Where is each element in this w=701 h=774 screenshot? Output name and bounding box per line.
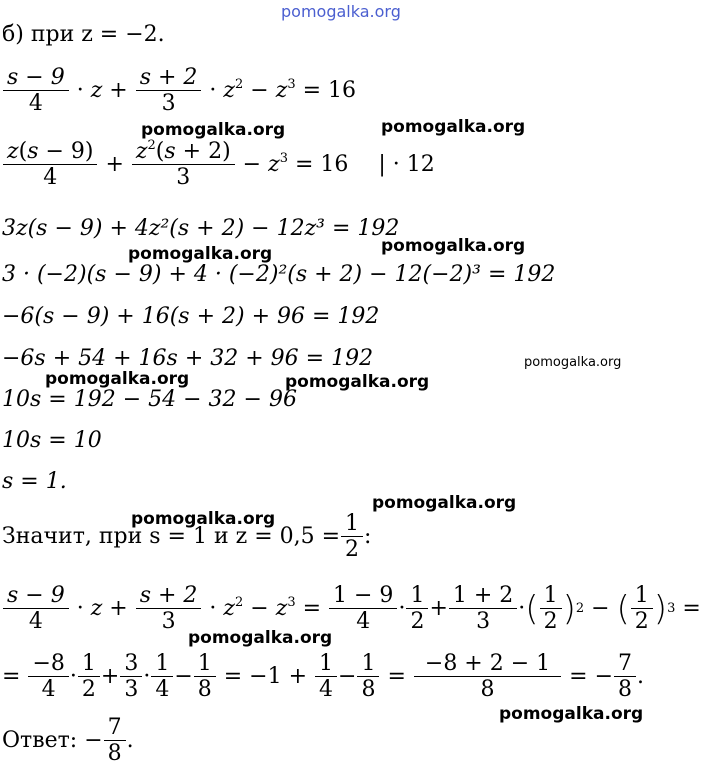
equals-16: = 16 xyxy=(302,78,357,104)
watermark: pomogalka.org xyxy=(285,372,430,392)
watermark: pomogalka.org xyxy=(524,355,622,370)
fraction: $\frac{1}{8}$ xyxy=(359,652,377,701)
watermark: pomogalka.org xyxy=(131,509,276,529)
fraction: $\frac{1}{4}$ xyxy=(153,652,171,701)
watermark: pomogalka.org xyxy=(381,236,526,256)
watermark: pomogalka.org xyxy=(128,244,273,264)
fraction: $\frac{-8 + 2 - 1}{8}$ xyxy=(416,652,559,701)
watermark: pomogalka.org xyxy=(188,628,333,648)
fraction: $\frac{1}{8}$ xyxy=(196,652,214,701)
given-text: б) при z = −2. xyxy=(2,22,165,47)
line-step xyxy=(2,346,373,371)
step-text: 3z(s − 9) + 4z²(s + 2) − 12z³ = 192 xyxy=(2,216,400,241)
line-step xyxy=(2,387,297,412)
line-substitution: Значит, при s = 1 и z = 0,5 = $\frac{1}{2}$ : xyxy=(2,511,372,563)
fraction: $\frac{1}{2}$ xyxy=(542,584,560,633)
watermark: pomogalka.org xyxy=(381,117,526,137)
fraction: $\frac{1 - 9}{4}$ xyxy=(331,584,395,633)
fraction: $\frac{z^2(s + 2)}{3}$ xyxy=(134,140,233,189)
fraction: $\frac{s - 9}{4}$ xyxy=(5,584,67,633)
answer-fraction: $\frac{7}{8}$ xyxy=(106,716,124,765)
step-text: s = 1. xyxy=(2,469,67,494)
watermark: pomogalka.org xyxy=(499,704,644,724)
line-check: $\frac{s - 9}{4}$ · z + $\frac{s + 2}{3}$ · $z^2 - z^3$ = $\frac{1 - 9}{4}$ · $\frac{1}{2}$ + $\frac{1 + 2}{3}$ · ( $\frac{1}{2}$ ) 2 − ( $\frac{1}{2}$ ) 3 = xyxy=(2,584,701,633)
fraction: $\frac{1}{4}$ xyxy=(317,652,335,701)
fraction: $\frac{s + 2}{3}$ xyxy=(138,584,200,633)
fraction: $\frac{-8}{4}$ xyxy=(30,652,66,701)
line-equation: $\frac{s - 9}{4}$ · z + $\frac{s + 2}{3}$ · $z^2 - z^3$ = 16 xyxy=(2,66,356,115)
step-text: −6(s − 9) + 16(s + 2) + 96 = 192 xyxy=(2,304,380,329)
substitution-text: Значит, при s = 1 и z = 0,5 = xyxy=(2,524,341,550)
line-step xyxy=(2,428,102,453)
multiply-note: | · 12 xyxy=(378,152,435,178)
step-text: −6s + 54 + 16s + 32 + 96 = 192 xyxy=(2,346,374,371)
step-text: 10s = 10 xyxy=(2,428,102,453)
fraction: $\frac{1}{2}$ xyxy=(408,584,426,633)
fraction: $\frac{7}{8}$ xyxy=(616,652,634,701)
line-step xyxy=(2,262,555,287)
step-text: 10s = 192 − 54 − 32 − 96 xyxy=(2,387,297,412)
line-step xyxy=(2,469,67,494)
fraction: $\frac{3}{3}$ xyxy=(122,652,140,701)
equals-16: = 16 xyxy=(294,152,349,178)
fraction: $\frac{1}{2}$ xyxy=(343,512,361,561)
step-text: 3 · (−2)(s − 9) + 4 · (−2)²(s + 2) − 12(−2)³ = 192 xyxy=(2,262,556,287)
line-answer: Ответ: − $\frac{7}{8}$ . xyxy=(2,715,134,767)
fraction: $\frac{1 + 2}{3}$ xyxy=(451,584,515,633)
fraction: $\frac{z(s - 9)}{4}$ xyxy=(5,140,95,189)
answer-label: Ответ: − xyxy=(2,728,103,754)
watermark: pomogalka.org xyxy=(45,369,190,389)
fraction: $\frac{s + 2}{3}$ xyxy=(138,66,200,115)
line-equation-2: $\frac{z(s - 9)}{4}$ + $\frac{z^2(s + 2)}{3}$ − $z^3$ = 16 | · 12 xyxy=(2,140,435,189)
line-step xyxy=(2,304,379,329)
fraction: $\frac{s - 9}{4}$ xyxy=(5,66,67,115)
watermark: pomogalka.org xyxy=(141,120,286,140)
watermark: pomogalka.org xyxy=(372,493,517,513)
watermark-top[interactable]: pomogalka.org xyxy=(281,2,401,21)
fraction: $\frac{1}{2}$ xyxy=(633,584,651,633)
fraction: $\frac{1}{2}$ xyxy=(80,652,98,701)
line-given xyxy=(2,22,165,47)
line-check-2: = $\frac{-8}{4}$ · $\frac{1}{2}$ + $\frac{3}{3}$ · $\frac{1}{4}$ − $\frac{1}{8}$ = −1 + $\frac{1}{4}$ − $\frac{1}{8}$ = $\frac{-8 + 2 - 1}{8}$ = − $\frac{7}{8}$ . xyxy=(2,651,645,703)
line-step xyxy=(2,216,399,241)
